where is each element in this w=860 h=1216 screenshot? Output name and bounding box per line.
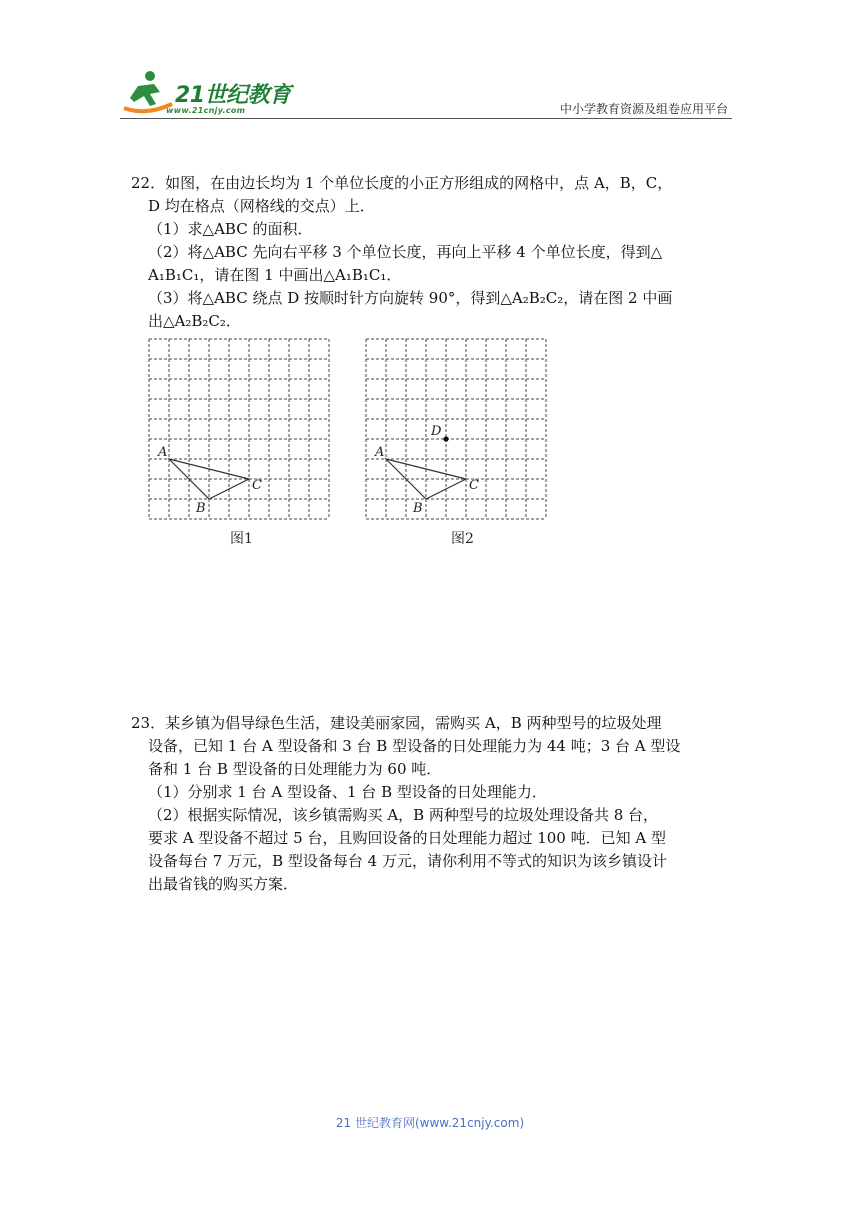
logo-url: www.21cnjy.com [166,106,246,115]
q22-part2-line2: A₁B₁C₁，请在图 1 中画出△A₁B₁C₁． [148,266,402,284]
q23-part2-line1: （2）根据实际情况，该乡镇需购买 A，B 两种型号的垃圾处理设备共 8 台， [148,806,659,824]
label-d: D [431,424,442,439]
figure-1-grid [148,338,332,522]
q22-part1: （1）求△ABC 的面积． [148,220,313,238]
page-footer: 21 世纪教育网(www.21cnjy.com) [335,1116,525,1130]
label-b: B [413,501,423,516]
figure-2-caption: 图2 [451,531,474,547]
point-d [443,436,448,441]
figure-2-grid [365,338,549,522]
figure-2 [365,338,549,547]
label-b: B [196,501,206,516]
q23-part2-line4: 出最省钱的购买方案． [148,875,299,893]
q23-line2: 设备，已知 1 台 A 型设备和 3 台 B 型设备的日处理能力为 44 吨；3 台 A 型设 [148,737,681,755]
q23-line1-text: 某乡镇为倡导绿色生活，建设美丽家园，需购买 A，B 两种型号的垃圾处理 [165,714,662,732]
figure-1-caption: 图1 [230,531,253,547]
q22-part2-line1: （2）将△ABC 先向右平移 3 个单位长度，再向上平移 4 个单位长度，得到△ [148,243,663,261]
label-a: A [158,445,168,460]
page-header [120,64,732,120]
q22-line1-text: 如图，在由边长均为 1 个单位长度的小正方形组成的网格中，点 A，B，C， [165,174,673,192]
q23-part2-line2: 要求 A 型设备不超过 5 台，且购回设备的日处理能力超过 100 吨．已知 A 型 [148,829,666,847]
label-c: C [469,478,479,493]
label-c: C [252,478,262,493]
question-22 [131,172,736,333]
question-23 [131,712,736,896]
q22-line2: D 均在格点（网格线的交点）上． [148,197,375,215]
q23-part2-line3: 设备每台 7 万元，B 型设备每台 4 万元，请你利用不等式的知识为该乡镇设计 [148,852,667,870]
q23-part1: （1）分别求 1 台 A 型设备、1 台 B 型设备的日处理能力． [148,783,547,801]
q22-line1 [131,172,736,195]
q23-number: 23． [131,714,166,732]
label-a: A [375,445,385,460]
q22-part3-line2: 出△A₂B₂C₂． [148,312,241,330]
q23-line1 [131,712,736,735]
q23-line3: 备和 1 台 B 型设备的日处理能力为 60 吨． [148,760,442,778]
logo-text: 21世纪教育 [175,83,291,108]
header-divider [120,118,732,119]
header-tagline: 中小学教育资源及组卷应用平台 [559,102,728,116]
q22-part3-line1: （3）将△ABC 绕点 D 按顺时针方向旋转 90°，得到△A₂B₂C₂，请在图 2 中画 [148,289,673,307]
q22-number: 22． [131,174,166,192]
figure-1 [148,338,332,547]
